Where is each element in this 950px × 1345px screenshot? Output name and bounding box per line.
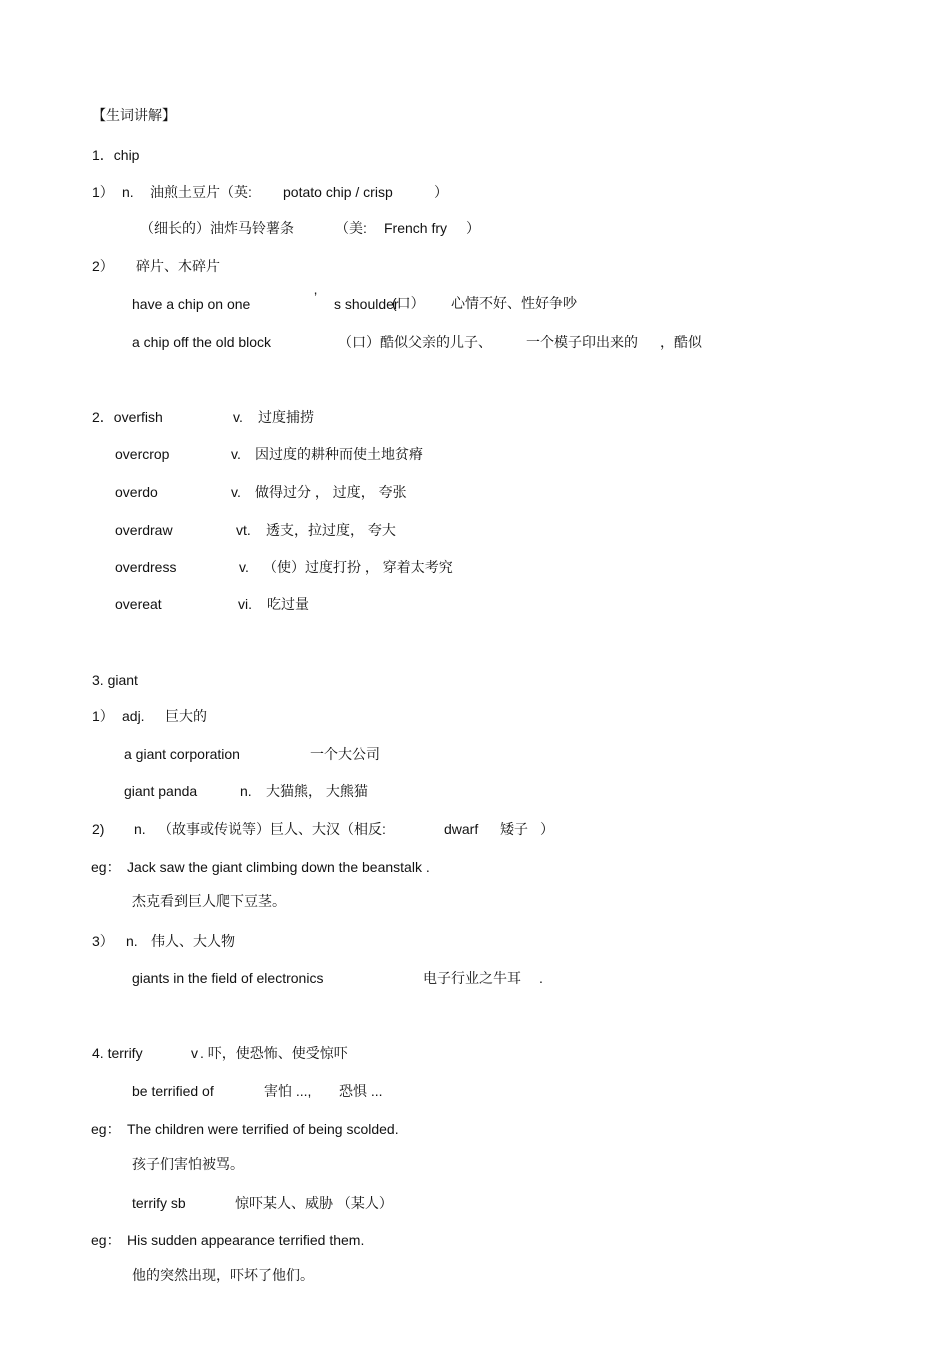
chip-phrase2-chinese-2: 一个模子印出来的 [526, 334, 638, 350]
giant-sense2-chinese-2: 矮子 [500, 821, 528, 837]
giant-sense3-number: 3） [92, 933, 114, 949]
chip-sense1-number: 1） [92, 184, 114, 200]
word-chip-title: 1．chip [92, 147, 140, 163]
list-item-overcrop-english: overcrop [115, 446, 170, 462]
giant-sense2-pos: n. [134, 821, 146, 837]
terrify-eg1-english: The children were terrified of being scolded. [127, 1121, 399, 1137]
terrify-eg1-chinese: 孩子们害怕被骂。 [132, 1156, 244, 1172]
word-terrify-title: 4. terrify [92, 1045, 143, 1061]
chip-sense1-pos: n. [122, 184, 134, 200]
list-item-overdo-pos: v. [231, 484, 241, 500]
giant-sense2-close: ） [540, 821, 554, 837]
chip-phrase1-apostrophe: ’ [314, 289, 318, 305]
giant-example3-chinese: 电子行业之牛耳 [423, 970, 521, 986]
giant-eg-chinese: 杰克看到巨人爬下豆茎。 [132, 893, 286, 909]
list-item-overeat-chinese: 吃过量 [267, 596, 309, 612]
chip-phrase2-chinese-3: ，酷似 [660, 334, 702, 350]
chip-sense2-chinese: 碎片、木碎片 [136, 258, 220, 274]
chip-sense2-number: 2） [92, 258, 114, 274]
terrify-chinese: . 吓，使恐怖、使受惊吓 [200, 1045, 348, 1061]
chip-sense1-close: ） [434, 184, 448, 200]
list-item-overeat-pos: vi. [238, 596, 252, 612]
giant-sense3-chinese: 伟人、大人物 [151, 933, 235, 949]
terrify-phrase1-chinese: 害怕 ..., [264, 1083, 312, 1099]
list-item-overeat-english: overeat [115, 596, 162, 612]
chip-sense1b-chinese: （细长的）油炸马铃薯条 [140, 220, 294, 236]
terrify-pos: v [191, 1045, 198, 1061]
giant-example3-english: giants in the field of electronics [132, 970, 324, 986]
giant-eg-label: eg： [91, 859, 121, 875]
list-item-overdo-chinese: 做得过分 ， 过度， 夸张 [255, 484, 407, 500]
chip-phrase1-english-tail: s shoulder [334, 296, 399, 312]
giant-example1-chinese: 一个大公司 [310, 746, 380, 762]
chip-sense1b-english: French fry [384, 220, 448, 236]
giant-example1-english: a giant corporation [124, 746, 240, 762]
terrify-eg2-chinese: 他的突然出现，吓坏了他们。 [132, 1267, 314, 1283]
giant-example2-chinese: 大猫熊， 大熊猫 [266, 783, 368, 799]
list-item-overdo-english: overdo [115, 484, 158, 500]
list-item-overdraw-english: overdraw [115, 522, 173, 538]
list-item-overdress-english: overdress [115, 559, 177, 575]
terrify-phrase1-english: be terrified of [132, 1083, 214, 1099]
chip-phrase1-tag: (口） [392, 295, 425, 311]
chip-phrase2-english: a chip off the old block [132, 334, 272, 350]
giant-sense1-number: 1） [92, 708, 114, 724]
list-item-overdress-chinese: （使）过度打扮 ， 穿着太考究 [263, 559, 453, 575]
chip-sense1b-close: ） [466, 220, 480, 236]
list-item-overdress-pos: v. [239, 559, 249, 575]
list-item-overdraw-pos: vt. [236, 522, 251, 538]
giant-sense2-english: dwarf [444, 821, 479, 837]
terrify-phrase2-chinese: 惊吓某人、威胁 （某人） [235, 1195, 393, 1211]
giant-sense1-pos: adj. [122, 708, 145, 724]
overfish-pos: v. [233, 409, 243, 425]
giant-sense2-chinese: （故事或传说等）巨人、大汉（相反: [158, 821, 386, 837]
list-item-overcrop-chinese: 因过度的耕种而使土地贫瘠 [255, 446, 423, 462]
giant-eg-english: Jack saw the giant climbing down the beanstalk . [127, 859, 430, 875]
chip-phrase1-english: have a chip on one [132, 296, 251, 312]
section-header: 【生词讲解】 [92, 107, 176, 123]
terrify-phrase1-chinese-2: 恐惧 ... [339, 1083, 383, 1099]
terrify-eg1-label: eg： [91, 1121, 121, 1137]
chip-sense1-chinese: 油煎土豆片（英: [150, 184, 252, 200]
chip-phrase1-chinese: 心情不好、性好争吵 [451, 295, 577, 311]
list-item-overdraw-chinese: 透支，拉过度， 夸大 [266, 522, 396, 538]
terrify-eg2-label: eg： [91, 1232, 121, 1248]
giant-example2-pos: n. [240, 783, 252, 799]
word-overfish-title: 2．overfish [92, 409, 163, 425]
terrify-phrase2-english: terrify sb [132, 1195, 186, 1211]
overfish-chinese: 过度捕捞 [258, 409, 314, 425]
chip-sense1b-us: （美: [335, 220, 367, 236]
chip-sense1-english: potato chip / crisp [283, 184, 393, 200]
giant-sense1-chinese: 巨大的 [165, 708, 207, 724]
giant-sense3-pos: n. [126, 933, 138, 949]
chip-phrase2-chinese: （口）酷似父亲的儿子、 [338, 334, 492, 350]
word-giant-title: 3. giant [92, 672, 138, 688]
giant-example2-english: giant panda [124, 783, 198, 799]
giant-sense2-number: 2) [92, 821, 105, 837]
giant-example3-dot: . [539, 970, 543, 986]
terrify-eg2-english: His sudden appearance terrified them. [127, 1232, 365, 1248]
list-item-overcrop-pos: v. [231, 446, 241, 462]
